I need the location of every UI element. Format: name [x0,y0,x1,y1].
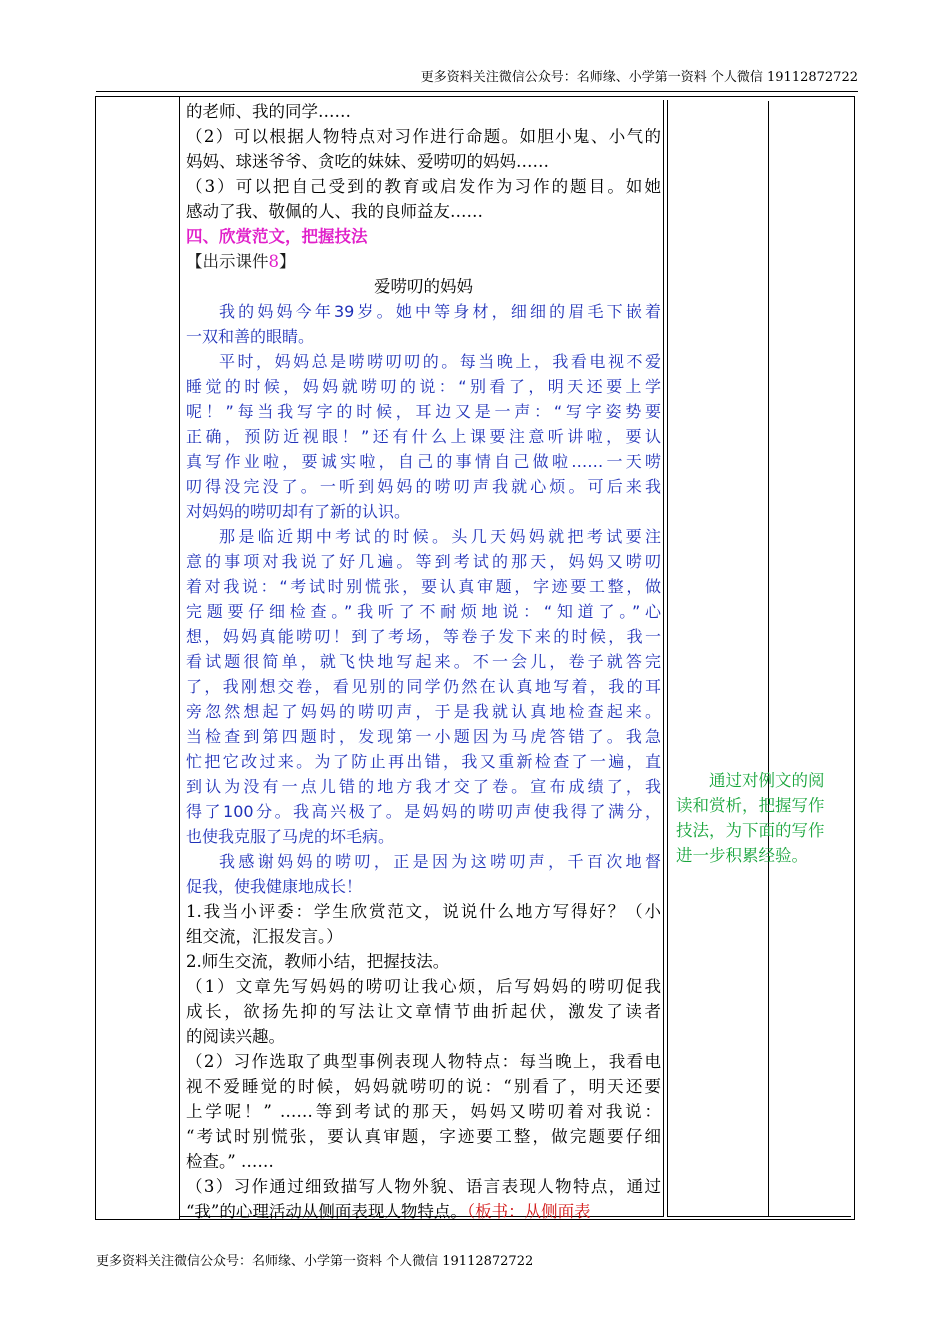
courseware-label [186,249,661,274]
courseware-number: 8 [268,252,279,271]
lesson-content [186,99,661,1224]
courseware-prefix: 【出示课件 [186,252,269,271]
discussion-line: 上学呢！” ……等到考试的那天，妈妈又唠叨着对我说： [186,1102,661,1121]
table-right-column [764,97,854,1219]
discussion-line: “考试时别慌张，要认真审题，字迹要工整，做完题要仔细 [186,1127,661,1146]
model-essay [186,299,661,899]
essay-line: 平时，妈妈总是唠唠叨叨的。每当晚上，我看电视不爱 [219,352,661,371]
discussion-line-last [186,1199,661,1224]
essay-line: 我的妈妈今年39岁。她中等身材，细细的眉毛下嵌着 [219,302,661,321]
table-left-column [96,97,180,1219]
essay-line: 着对我说：“考试时别慌张，要认真审题，字迹要工整，做 [186,577,661,596]
discussion-line: 检查。” …… [186,1152,274,1171]
essay-line: 了，我刚想交卷，看见别的同学仍然在认真地写着，我的耳 [186,677,661,696]
essay-line: 睡觉的时候，妈妈就唠叨的说：“别看了，明天还要上学 [186,377,661,396]
discussion-line: 成长，欲扬先抑的写法让文章情节曲折起伏，激发了读者 [186,1002,661,1021]
intro-line: 妈妈、球迷爷爷、贪吃的妹妹、爱唠叨的妈妈…… [186,152,549,171]
essay-line: 当检查到第四题时，发现第一小题因为马虎答错了。我急 [186,727,661,746]
intro-block [186,99,661,224]
side-note-line: 通过对例文的阅 [709,771,825,790]
essay-line: 也使我克服了马虎的坏毛病。 [186,827,395,846]
courseware-suffix: 】 [279,252,296,271]
intro-line: 的老师、我的同学…… [186,102,351,121]
discussion-line: （2）习作选取了典型事例表现人物特点：每当晚上，我看电 [186,1052,661,1071]
mid-cell-right-border [663,100,665,1216]
essay-line: 叨得没完没了。一听到妈妈的唠叨声我就心烦。可后来我 [186,477,661,496]
discussion-line: 2.师生交流，教师小结，把握技法。 [186,952,450,971]
essay-line: 呢！”每当我写字的时候，耳边又是一声：“写字姿势要 [186,402,661,421]
essay-line: 完题要仔细检查。”我听了不耐烦地说：“知道了。”心 [186,602,661,621]
essay-line: 想，妈妈真能唠叨！到了考场，等卷子发下来的时候，我一 [186,627,661,646]
discussion-line: 的阅读兴趣。 [186,1027,285,1046]
essay-line: 到认为没有一点儿错的地方我才交了卷。宣布成绩了，我 [186,777,661,796]
last-line-text: “我”的心理活动从侧面表现人物特点。 [186,1202,467,1221]
mid-cell-left-border [179,100,181,1216]
discussion-line: （3）习作通过细致描写人物外貌、语言表现人物特点，通过 [186,1177,661,1196]
intro-line: （3）可以把自己受到的教育或启发作为习作的题目。如她 [186,177,661,196]
essay-title: 爱唠叨的妈妈 [374,277,473,296]
essay-line: 一双和善的眼睛。 [186,327,315,346]
essay-line: 对妈妈的唠叨却有了新的认识。 [186,502,411,521]
side-note-line: 读和赏析，把握写作 [676,796,825,815]
essay-line: 促我，使我健康地成长！ [186,877,363,896]
design-intent-note [676,768,846,868]
right-cell-bottom-border [667,1216,851,1218]
side-note-line: 技法，为下面的写作 [676,821,825,840]
right-cell-inner-border [667,100,669,1216]
page-header: 更多资料关注微信公众号：名师缘、小学第一资料 个人微信 19112872722 [420,70,858,85]
header-divider [96,91,858,92]
essay-line: 意的事项对我说了好几遍。等到考试的那天，妈妈又唠叨 [186,552,661,571]
essay-line: 旁忽然想起了妈妈的唠叨声，于是我就认真地检查起来。 [186,702,661,721]
essay-line: 我感谢妈妈的唠叨，正是因为这唠叨声，千百次地督 [219,852,661,871]
discussion-line: 组交流，汇报发言。） [186,927,343,946]
intro-line: 感动了我、敬佩的人、我的良师益友…… [186,202,483,221]
discussion-line: 1.我当小评委：学生欣赏范文，说说什么地方写得好？（小 [186,902,661,921]
right-cell-border [768,101,850,1217]
essay-line: 正确，预防近视眼！”还有什么上课要注意听讲啦，要认 [186,427,661,446]
intro-line: （2）可以根据人物特点对习作进行命题。如胆小鬼、小气的 [186,127,661,146]
essay-line: 得了100分。我高兴极了。是妈妈的唠叨声使我得了满分， [186,802,661,821]
side-note-line: 进一步积累经验。 [676,846,808,865]
page-footer: 更多资料关注微信公众号：名师缘、小学第一资料 个人微信 19112872722 [96,1254,534,1269]
discussion-block [186,899,661,1224]
essay-line: 忙把它改过来。为了防止再出错，我又重新检查了一遍，直 [186,752,661,771]
discussion-line: （1）文章先写妈妈的唠叨让我心烦，后写妈妈的唠叨促我 [186,977,661,996]
discussion-line: 视不爱睡觉的时候，妈妈就唠叨的说：“别看了，明天还要 [186,1077,661,1096]
essay-line: 真写作业啦，要诚实啦，自己的事情自己做啦……一天唠 [186,452,661,471]
blackboard-note: （板书：从侧面表 [466,1202,591,1221]
essay-line: 看试题很简单，就飞快地写起来。不一会儿，卷子就答完 [186,652,661,671]
section-heading: 四、欣赏范文，把握技法 [186,227,368,246]
essay-line: 那是临近期中考试的时候。头几天妈妈就把考试要注 [219,527,661,546]
